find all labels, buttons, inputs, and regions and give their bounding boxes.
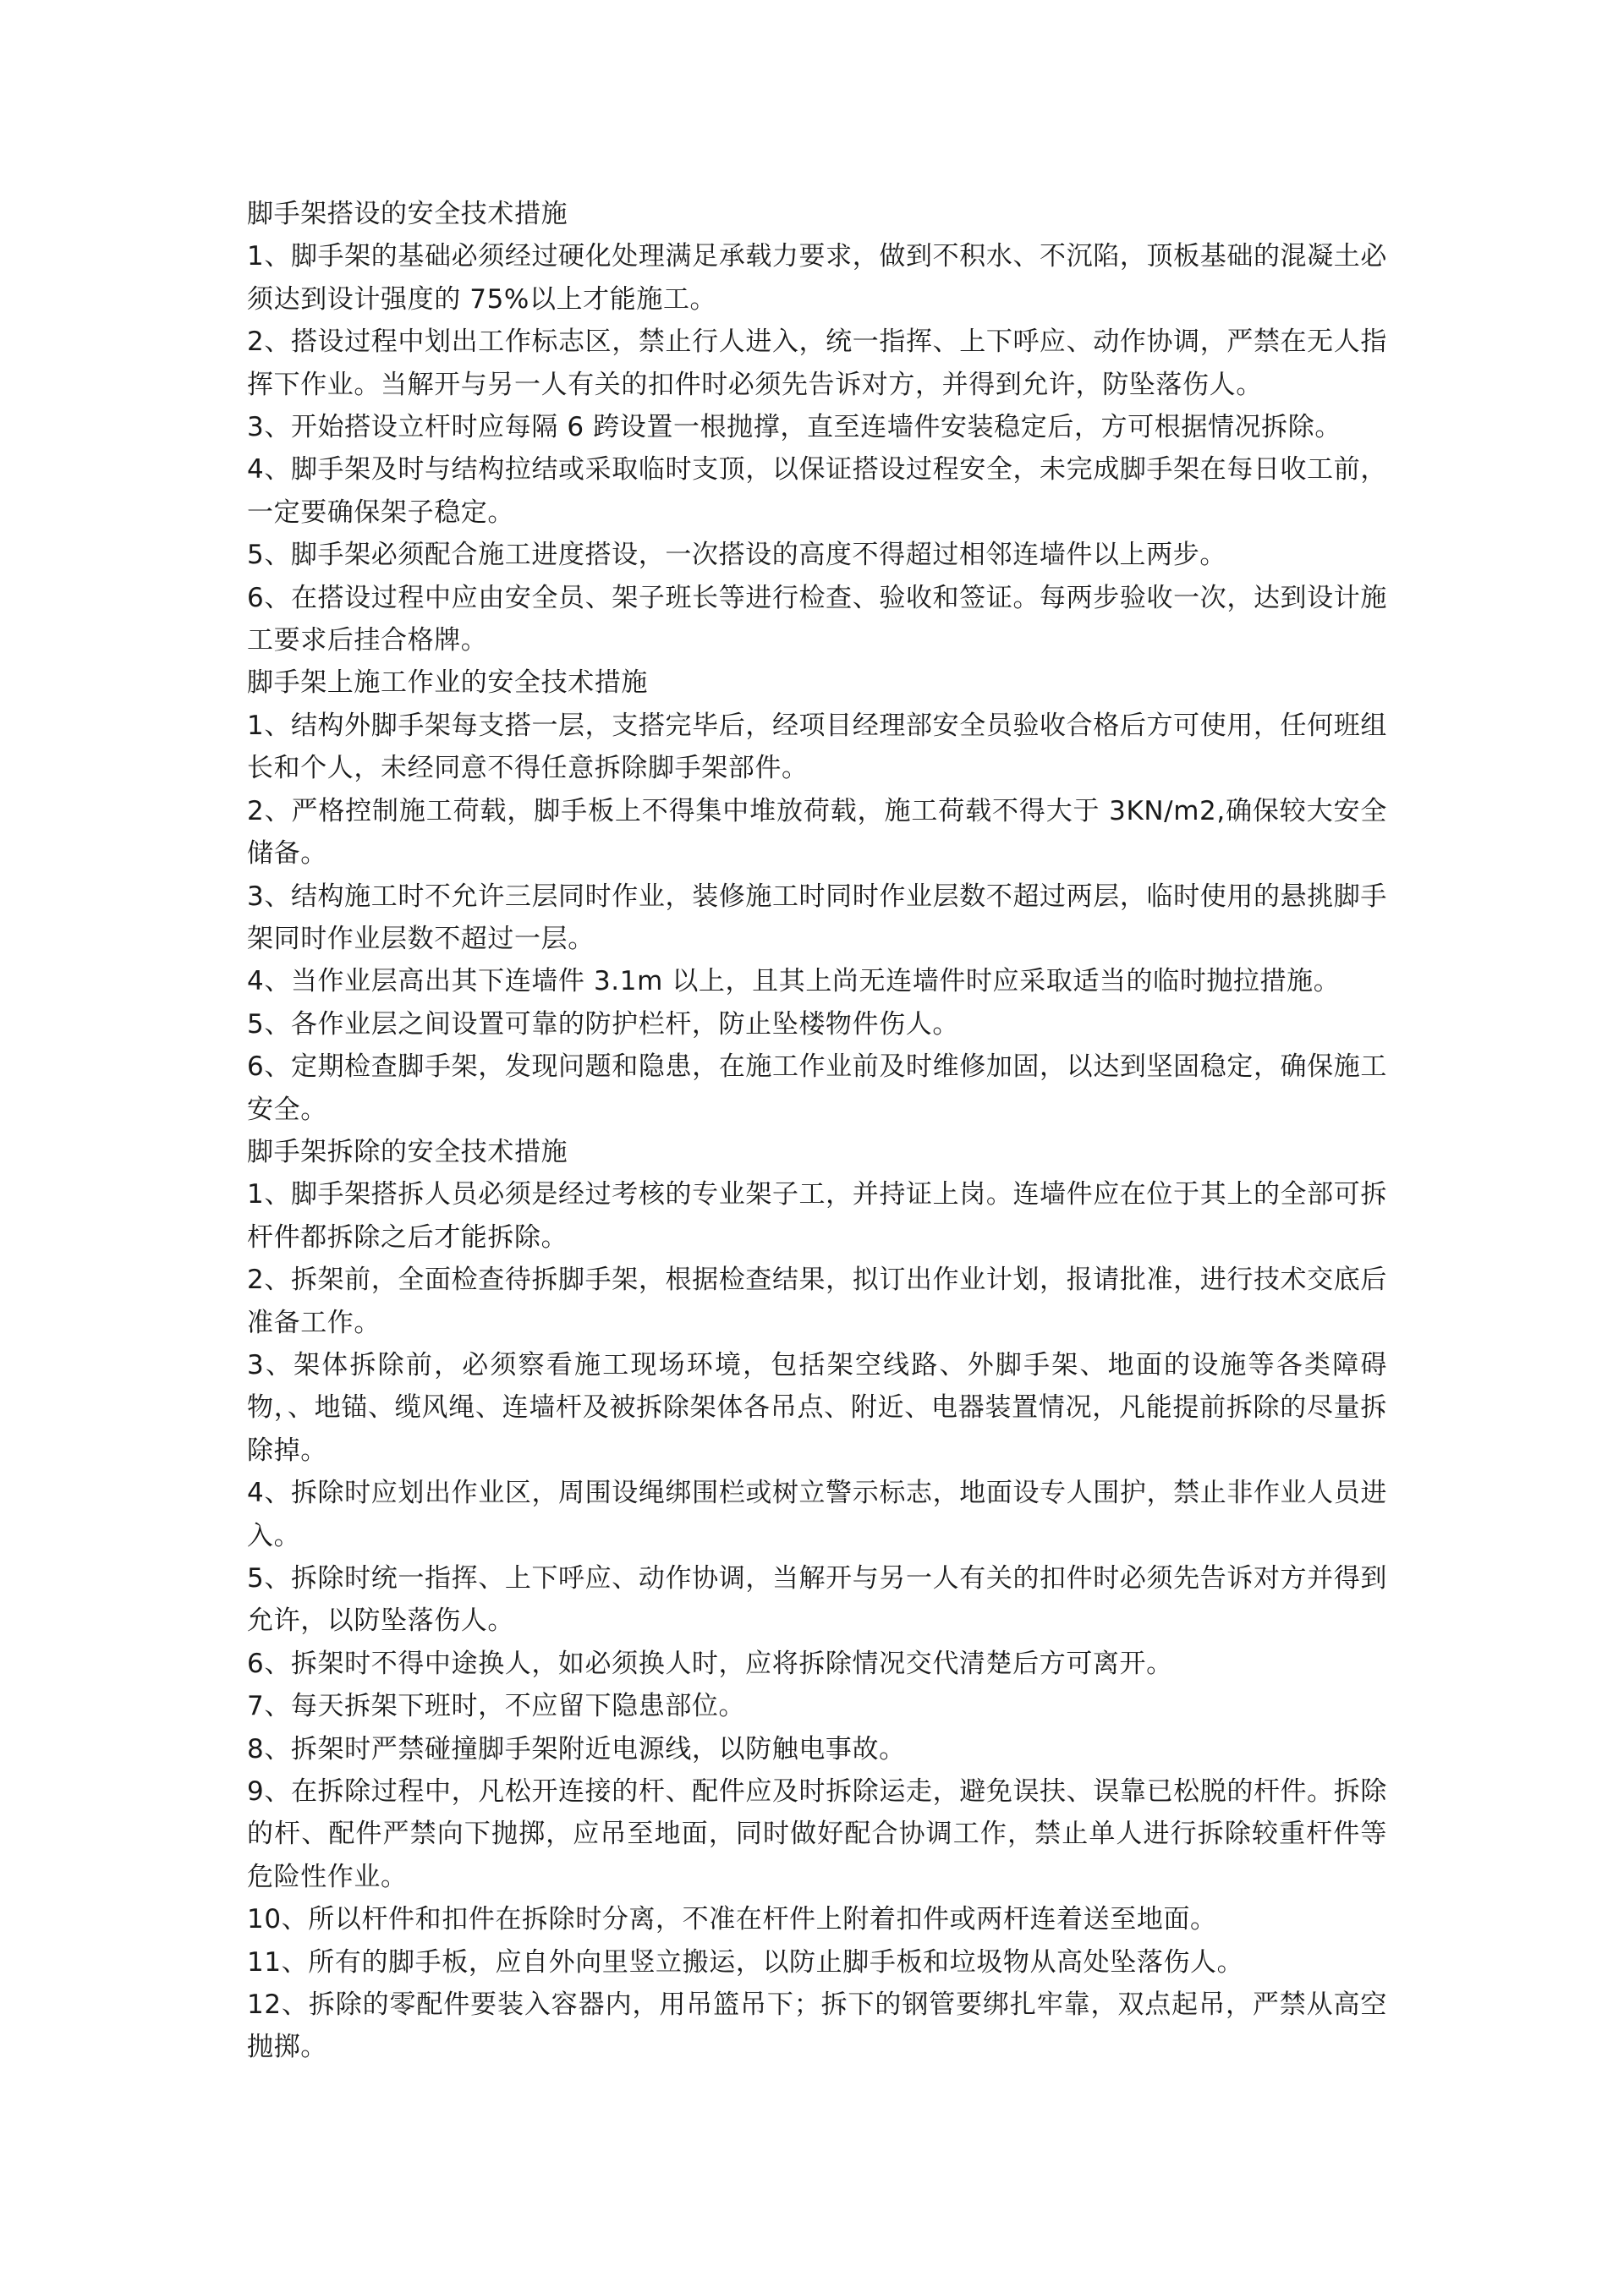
document-body — [247, 193, 1387, 2069]
section-operation — [247, 661, 1387, 1130]
list-item: 3、结构施工时不允许三层同时作业，装修施工时同时作业层数不超过两层，临时使用的悬挑脚手架同时作业层数不超过一层。 — [247, 881, 1387, 954]
list-item: 2、搭设过程中划出工作标志区，禁止行人进入，统一指挥、上下呼应、动作协调，严禁在无人指挥下作业。当解开与另一人有关的扣件时必须先告诉对方，并得到允许，防坠落伤人。 — [247, 327, 1387, 400]
list-item: 3、架体拆除前，必须察看施工现场环境，包括架空线路、外脚手架、地面的设施等各类障碍物，、地锚、缆风绳、连墙杆及被拆除架体各吊点、附近、电器装置情况，凡能提前拆除的尽量拆除掉。 — [247, 1349, 1387, 1466]
list-item: 6、定期检查脚手架，发现问题和隐患，在施工作业前及时维修加固，以达到坚固稳定，确保施工安全。 — [247, 1051, 1387, 1125]
list-item: 11、所有的脚手板，应自外向里竖立搬运，以防止脚手板和垃圾物从高处坠落伤人。 — [247, 1946, 1244, 1978]
list-item: 1、结构外脚手架每支搭一层，支搭完毕后，经项目经理部安全员验收合格后方可使用，任何班组长和个人，未经同意不得任意拆除脚手架部件。 — [247, 710, 1387, 784]
list-item: 4、脚手架及时与结构拉结或采取临时支顶，以保证搭设过程安全，未完成脚手架在每日收工前，一定要确保架子稳定。 — [247, 454, 1387, 528]
list-item: 5、脚手架必须配合施工进度搭设，一次搭设的高度不得超过相邻连墙件以上两步。 — [247, 540, 1226, 571]
list-item: 8、拆架时严禁碰撞脚手架附近电源线，以防触电事故。 — [247, 1733, 906, 1764]
section-title: 脚手架搭设的安全技术措施 — [247, 199, 568, 229]
list-item: 6、拆架时不得中途换人，如必须换人时，应将拆除情况交代清楚后方可离开。 — [247, 1648, 1173, 1679]
list-item: 3、开始搭设立杆时应每隔 6 跨设置一根抛撑，直至连墙件安装稳定后，方可根据情况拆除。 — [247, 412, 1341, 443]
section-dismantling — [247, 1131, 1387, 2069]
list-item: 5、各作业层之间设置可靠的防护栏杆，防止坠楼物件伤人。 — [247, 1008, 959, 1040]
list-item: 9、在拆除过程中，凡松开连接的杆、配件应及时拆除运走，避免误扶、误靠已松脱的杆件。拆除的杆、配件严禁向下抛掷，应吊至地面，同时做好配合协调工作，禁止单人进行拆除较重杆件等危险性作业。 — [247, 1776, 1387, 1892]
section-title: 脚手架拆除的安全技术措施 — [247, 1136, 568, 1167]
list-item: 1、脚手架搭拆人员必须是经过考核的专业架子工，并持证上岗。连墙件应在位于其上的全部可拆杆件都拆除之后才能拆除。 — [247, 1179, 1387, 1253]
list-item: 2、严格控制施工荷载，脚手板上不得集中堆放荷载，施工荷载不得大于 3KN/m2,确保较大安全储备。 — [247, 795, 1387, 870]
list-item: 4、拆除时应划出作业区，周围设绳绑围栏或树立警示标志，地面设专人围护，禁止非作业人员进入。 — [247, 1478, 1387, 1551]
section-erection — [247, 193, 1387, 661]
section-title: 脚手架上施工作业的安全技术措施 — [247, 667, 648, 699]
list-item: 2、拆架前，全面检查待拆脚手架，根据检查结果，拟订出作业计划，报请批准，进行技术交底后准备工作。 — [247, 1265, 1387, 1338]
list-item: 12、拆除的零配件要装入容器内，用吊篮吊下；拆下的钢管要绑扎牢靠，双点起吊，严禁从高空抛掷。 — [247, 1989, 1387, 2063]
list-item: 7、每天拆架下班时，不应留下隐患部位。 — [247, 1691, 746, 1722]
list-item: 6、在搭设过程中应由安全员、架子班长等进行检查、验收和签证。每两步验收一次，达到设计施工要求后挂合格牌。 — [247, 582, 1387, 656]
list-item: 1、脚手架的基础必须经过硬化处理满足承载力要求，做到不积水、不沉陷，顶板基础的混凝土必须达到设计强度的 75%以上才能施工。 — [247, 241, 1387, 315]
list-item: 10、所以杆件和扣件在拆除时分离，不准在杆件上附着扣件或两杆连着送至地面。 — [247, 1904, 1217, 1935]
list-item: 4、当作业层高出其下连墙件 3.1m 以上，且其上尚无连墙件时应采取适当的临时抛拉措施。 — [247, 966, 1341, 997]
list-item: 5、拆除时统一指挥、上下呼应、动作协调，当解开与另一人有关的扣件时必须先告诉对方并得到允许，以防坠落伤人。 — [247, 1563, 1387, 1637]
